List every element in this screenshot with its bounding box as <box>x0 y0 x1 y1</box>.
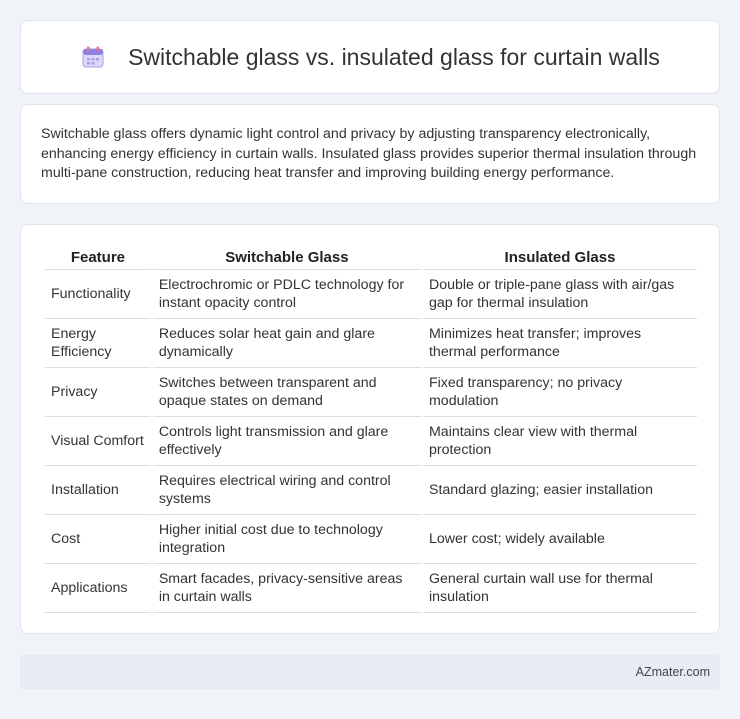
feature-cell: Visual Comfort <box>45 417 151 466</box>
title-card <box>20 20 720 94</box>
table-row <box>45 319 697 368</box>
switchable-cell: Controls light transmission and glare effectively <box>153 417 421 466</box>
table-row <box>45 368 697 417</box>
insulated-cell: Minimizes heat transfer; improves thermal performance <box>423 319 697 368</box>
switchable-cell: Reduces solar heat gain and glare dynamically <box>153 319 421 368</box>
table-row <box>45 564 697 613</box>
feature-cell: Functionality <box>45 270 151 319</box>
header-feature: Feature <box>45 241 151 270</box>
table-row <box>45 270 697 319</box>
feature-cell: Installation <box>45 466 151 515</box>
insulated-cell: Fixed transparency; no privacy modulation <box>423 368 697 417</box>
switchable-cell: Electrochromic or PDLC technology for instant opacity control <box>153 270 421 319</box>
feature-cell: Privacy <box>45 368 151 417</box>
insulated-cell: Double or triple-pane glass with air/gas gap for thermal insulation <box>423 270 697 319</box>
insulated-cell: Maintains clear view with thermal protection <box>423 417 697 466</box>
header-switchable-glass: Switchable Glass <box>153 241 421 270</box>
footer-bar <box>20 655 720 689</box>
page-title: Switchable glass vs. insulated glass for curtain walls <box>128 43 660 70</box>
intro-paragraph: Switchable glass offers dynamic light control and privacy by adjusting transparency electronically, enhancing energy efficiency in curtain walls. Insulated glass provides superior thermal insulation through multi-pane construction, reducing heat transfer and improving building energy performance. <box>41 126 697 181</box>
comparison-table <box>43 241 699 613</box>
table-row <box>45 417 697 466</box>
comparison-card <box>20 224 720 634</box>
intro-card <box>20 104 720 204</box>
calendar-icon <box>80 44 106 70</box>
table-row <box>45 515 697 564</box>
insulated-cell: General curtain wall use for thermal insulation <box>423 564 697 613</box>
footer-brand: AZmater.com <box>635 665 710 679</box>
table-header-row <box>45 241 697 270</box>
insulated-cell: Standard glazing; easier installation <box>423 466 697 515</box>
switchable-cell: Smart facades, privacy-sensitive areas in curtain walls <box>153 564 421 613</box>
switchable-cell: Higher initial cost due to technology integration <box>153 515 421 564</box>
table-row <box>45 466 697 515</box>
header-insulated-glass: Insulated Glass <box>423 241 697 270</box>
feature-cell: Cost <box>45 515 151 564</box>
switchable-cell: Requires electrical wiring and control systems <box>153 466 421 515</box>
feature-cell: Applications <box>45 564 151 613</box>
switchable-cell: Switches between transparent and opaque states on demand <box>153 368 421 417</box>
feature-cell: Energy Efficiency <box>45 319 151 368</box>
insulated-cell: Lower cost; widely available <box>423 515 697 564</box>
